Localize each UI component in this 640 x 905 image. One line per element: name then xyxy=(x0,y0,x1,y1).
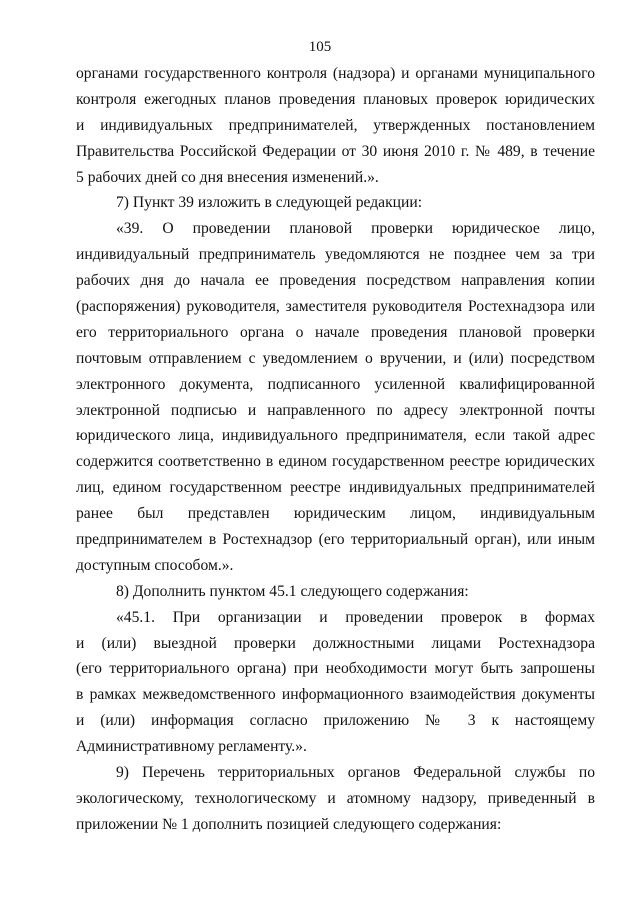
text-line: 5 рабочих дней со дня внесения изменений.». xyxy=(76,168,379,186)
text-line: рабочих дня до начала ее проведения посредством направления копии xyxy=(76,272,595,290)
text-line: (его территориального органа) при необходимости могут быть запрошены xyxy=(76,660,595,678)
document-body xyxy=(76,61,595,838)
text-line: его территориального органа о начале проведения плановой проверки xyxy=(76,323,595,341)
text-line: «39. О проведении плановой проверки юридическое лицо, xyxy=(116,220,595,238)
text-line: индивидуальный предприниматель уведомляются не позднее чем за три xyxy=(76,246,595,264)
paragraph-heading: 9) Перечень территориальных органов Федеральной службы по xyxy=(116,764,595,782)
text-line: органами государственного контроля (надзора) и органами муниципального xyxy=(76,65,595,82)
text-line: содержится соответственно в едином государственном реестре юридических xyxy=(76,453,595,471)
text-line: электронного документа, подписанного усиленной квалифицированной xyxy=(76,375,595,393)
page-number: 105 xyxy=(308,39,332,55)
text-line: и (или) выездной проверки должностными лицами Ростехнадзора xyxy=(76,634,595,652)
text-line: экологическому, технологическому и атомному надзору, приведенный в xyxy=(76,789,595,807)
text-line: Административному регламенту.». xyxy=(76,738,307,756)
text-line: электронной подписью и направленного по адресу электронной почты xyxy=(76,401,595,419)
text-line: и индивидуальных предпринимателей, утвержденных постановлением xyxy=(76,116,595,134)
paragraph-heading: 7) Пункт 39 изложить в следующей редакции: xyxy=(116,194,423,212)
text-line: в рамках межведомственного информационного взаимодействия документы xyxy=(76,686,595,704)
text-line: (распоряжения) руководителя, заместителя руководителя Ростехнадзора или xyxy=(76,298,595,316)
text-line: лиц, едином государственном реестре индивидуальных предпринимателей xyxy=(76,479,595,497)
text-line: и (или) информация согласно приложению № 3 к настоящему xyxy=(76,712,595,730)
text-line: предпринимателем в Ростехнадзор (его территориальный орган), или иным xyxy=(76,531,595,549)
text-line: ранее был представлен юридическим лицом, индивидуальным xyxy=(76,505,595,523)
text-line: «45.1. При организации и проведении проверок в формах xyxy=(116,608,595,626)
text-line: юридического лица, индивидуального предпринимателя, если такой адрес xyxy=(76,427,595,445)
text-line: почтовым отправлением с уведомлением о вручении, и (или) посредством xyxy=(76,349,595,367)
text-line: контроля ежегодных планов проведения плановых проверок юридических xyxy=(76,90,595,108)
text-line: приложении № 1 дополнить позицией следующего содержания: xyxy=(76,815,502,833)
text-line: доступным способом.». xyxy=(76,556,234,574)
paragraph-heading: 8) Дополнить пунктом 45.1 следующего содержания: xyxy=(116,582,469,600)
text-line: Правительства Российской Федерации от 30 июня 2010 г. № 489, в течение xyxy=(76,142,595,160)
